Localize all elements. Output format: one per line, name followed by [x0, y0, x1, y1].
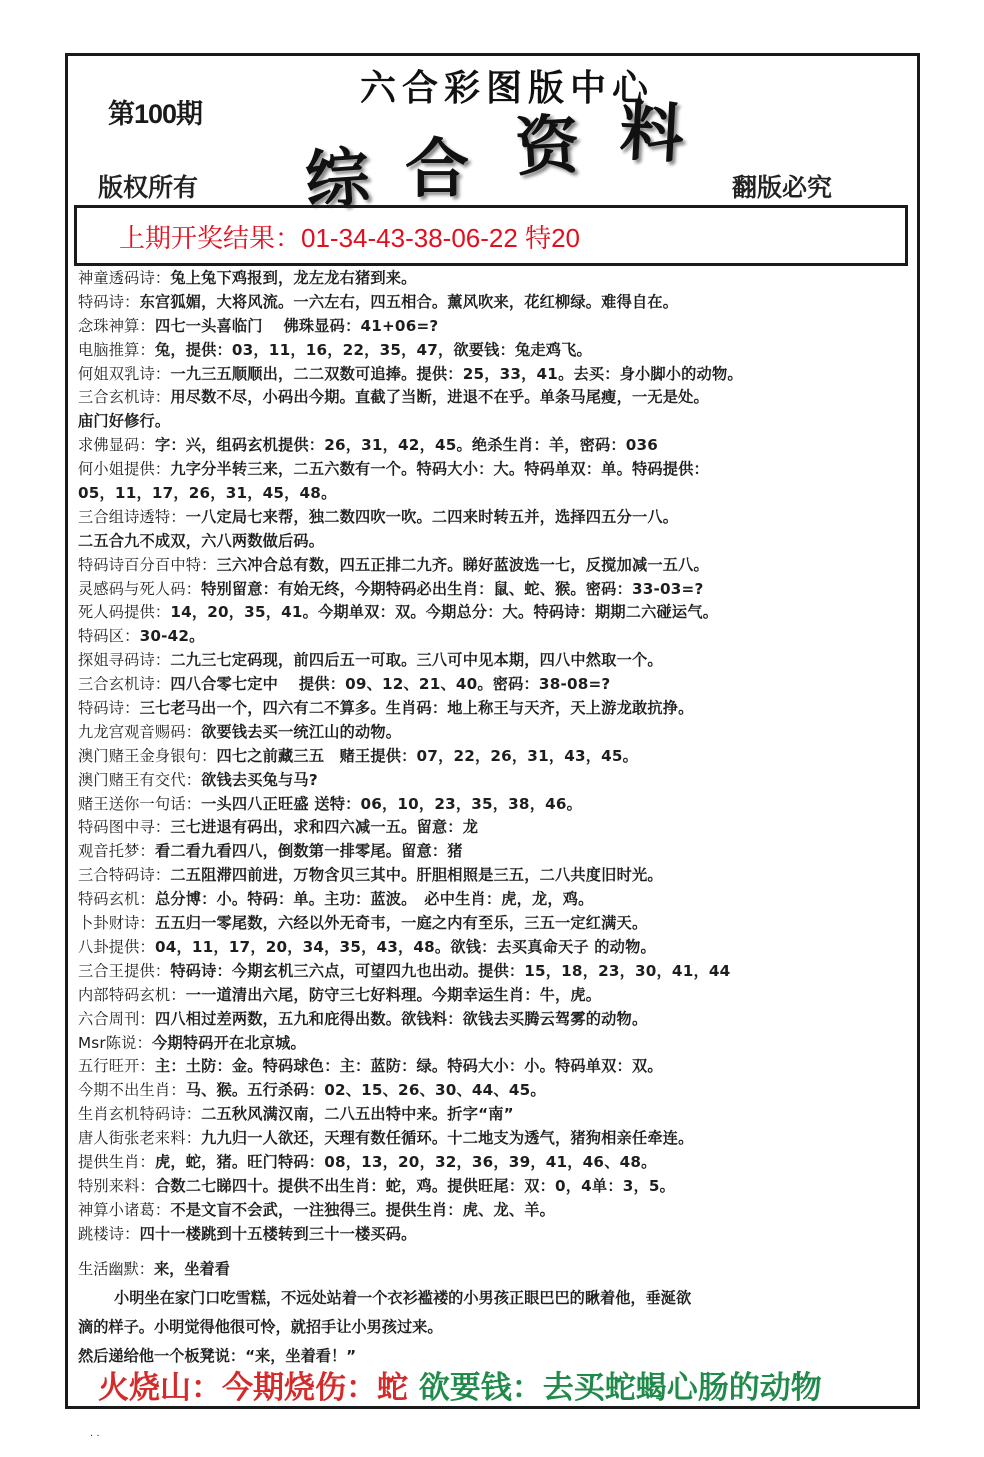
list-item: 三合玄机诗：用尽数不尽，小码出今期。直截了当断，进退不在乎。单条马尾瘦，一无是处。	[78, 388, 709, 407]
list-item: 何小姐提供：九字分半转三来，二五六数有一个。特码大小：大。特码单双：单。特码提供：	[78, 460, 709, 479]
list-item: 特码诗：三七老马出一个，四六有二不算多。生肖码：地上称王与天齐，天上游龙敢抗挣。	[78, 699, 694, 718]
list-item: 跳楼诗：四十一楼跳到十五楼转到三十一楼买码。	[78, 1224, 417, 1243]
list-item: 澳门赌王金身银句：四七之前藏三五 赌王提供：07，22，26，31，43，45。	[78, 746, 639, 765]
result-special: 特20	[525, 223, 580, 253]
list-item: 三合玄机诗：四八合零七定中 提供：09、12、21、40。密码：38-08=?	[78, 675, 611, 694]
list-item: 何姐双乳诗：一九三五顺顺出，二二双数可追捧。提供：25，33，41。去买：身小脚小的动物。	[78, 364, 743, 383]
big-title-char-3: 资	[513, 107, 582, 186]
piracy-note: 翻版必究	[732, 173, 833, 202]
list-item: 特码图中寻：三七进退有码出，求和四六减一五。留意：龙	[78, 818, 479, 837]
big-title-char-1: 综	[302, 139, 372, 220]
list-item: 念珠神算：四七一头喜临门 佛珠显码：41+06=?	[78, 316, 439, 335]
list-item: 八卦提供：04，11，17，20，34，35，43，48。欲钱：去买真命天子 的动物。	[78, 937, 656, 956]
list-item: 特码玄机：总分博：小。特码：单。主功：蓝波。 必中生肖：虎，龙，鸡。	[78, 890, 594, 909]
list-item: 三合王提供：特码诗：今期玄机三六点，可望四九也出动。提供：15，18，23，30，41，44	[78, 961, 731, 980]
result-numbers: 01-34-43-38-06-22	[301, 223, 518, 253]
list-item: 六合周刊：四八相过差两数，五九和庇得出数。欲钱料：欲钱去买腾云驾雾的动物。	[78, 1009, 648, 1028]
list-item: 灵感码与死人码：特别留意：有始无终，今期特码必出生肖：鼠、蛇、猴。密码：33-03=?	[78, 579, 704, 598]
tips-list	[78, 267, 908, 1371]
list-item: 澳门赌王有交代：欲钱去买兔与马?	[78, 770, 318, 789]
list-item: 求佛显码：字：兴，组码玄机提供：26，31，42，45。绝杀生肖：羊，密码：036	[78, 436, 659, 455]
last-draw-result	[119, 218, 580, 255]
big-title-char-4: 料	[617, 94, 686, 173]
list-item: 庙门好修行。	[78, 412, 171, 431]
list-item: 生肖玄机特码诗：二五秋风满汉南，二八五出特中来。折字“南”	[78, 1105, 514, 1124]
list-item: 唐人街张老来料：九九归一人欲还，天理有数任循环。十二地支为透气，猪狗相亲任牵连。	[78, 1129, 694, 1148]
list-item: 探姐寻码诗：二九三七定码现，前四后五一可取。三八可中见本期，四八中然取一个。	[78, 651, 663, 670]
list-item: 赌王送你一句话：一头四八正旺盛 送特：06，10，23，35，38，46。	[78, 794, 583, 813]
story-para-3: 然后递给他一个板凳说：“来，坐着看！”	[78, 1346, 357, 1365]
story-para-1: 小明坐在家门口吃雪糕，不远处站着一个衣衫褴褛的小男孩正眼巴巴的瞅着他，垂涎欲	[114, 1288, 692, 1307]
list-item: 05，11，17，26，31，45，48。	[78, 484, 337, 503]
list-item: 九龙宫观音赐码：欲要钱去买一统江山的动物。	[78, 722, 402, 741]
story-para-2: 滴的样子。小明觉得他很可怜，就招手让小男孩过来。	[78, 1317, 443, 1336]
story-title: 生活幽默：来，坐着看	[78, 1259, 230, 1278]
money-tip: 欲要钱：去买蛇蝎心肠的动物	[418, 1370, 822, 1406]
page-dots: . .	[90, 1428, 100, 1439]
humor-story	[78, 1255, 908, 1371]
list-item: 提供生肖：虎，蛇，猪。旺门特码：08，13，20，32，36，39，41，46、48。	[78, 1152, 657, 1171]
list-item: 神童透码诗：兔上兔下鸡报到，龙左龙右猪到来。	[78, 269, 417, 287]
list-item: 三合特码诗：二五阻滞四前进，万物含贝三其中。肝胆相照是三五，二八共度旧时光。	[78, 866, 663, 885]
list-item: 特码诗百分百中特：三六冲合总有数，四五正排二九齐。睇好蓝波选一七，反搅加减一五八。	[78, 555, 709, 574]
list-item: 电脑推算：兔，提供：03，11，16，22，35，47，欲要钱：兔走鸡飞。	[78, 340, 592, 359]
result-label: 上期开奖结果：	[119, 223, 302, 253]
list-item: 三合组诗透特：一八定局七来帮，独二数四吹一吹。二四来时转五并，选择四五分一八。	[78, 507, 679, 526]
list-item: 观音托梦：看二看九看四八，倒数第一排零尾。留意：猪	[78, 842, 463, 861]
list-item: Msr陈说：今期特码开在北京城。	[78, 1033, 306, 1052]
fire-mountain-tip: 火烧山：今期烧伤：蛇	[98, 1370, 408, 1406]
footer-banner	[98, 1362, 822, 1407]
issue-number: 第100期	[108, 99, 203, 129]
list-item: 二五合九不成双，六八两数做后码。	[78, 531, 325, 550]
copyright-note: 版权所有	[98, 173, 199, 202]
list-item: 神算小诸葛：不是文盲不会武，一注独得三。提供生肖：虎、龙、羊。	[78, 1200, 556, 1219]
center-title: 六合彩图版中心	[360, 67, 655, 109]
list-item: 卜卦财诗：五五归一零尾数，六经以外无奇韦，一庭之内有至乐，三五一定红满天。	[78, 914, 648, 933]
list-item: 死人码提供：14，20，35，41。今期单双：双。今期总分：大。特码诗：期期二六碰运气。	[78, 603, 719, 622]
list-item: 特码诗：东宫狐媚，大将风流。一六左右，四五相合。薰风吹来，花红柳绿。难得自在。	[78, 292, 679, 311]
list-item: 五行旺开：主：土防：金。特码球色：主：蓝防：绿。特码大小：小。特码单双：双。	[78, 1057, 663, 1076]
list-item: 今期不出生肖：马、猴。五行杀码：02、15、26、30、44、45。	[78, 1081, 546, 1100]
big-title-char-2: 合	[405, 132, 469, 207]
result-box	[74, 205, 908, 266]
list-item: 特码区：30-42。	[78, 627, 205, 646]
list-item: 内部特码玄机：一一道清出六尾，防守三七好料理。今期幸运生肖：牛，虎。	[78, 985, 602, 1004]
list-item: 特别来料：合数二七睇四十。提供不出生肖：蛇，鸡。提供旺尾：双：0，4单：3，5。	[78, 1176, 676, 1195]
